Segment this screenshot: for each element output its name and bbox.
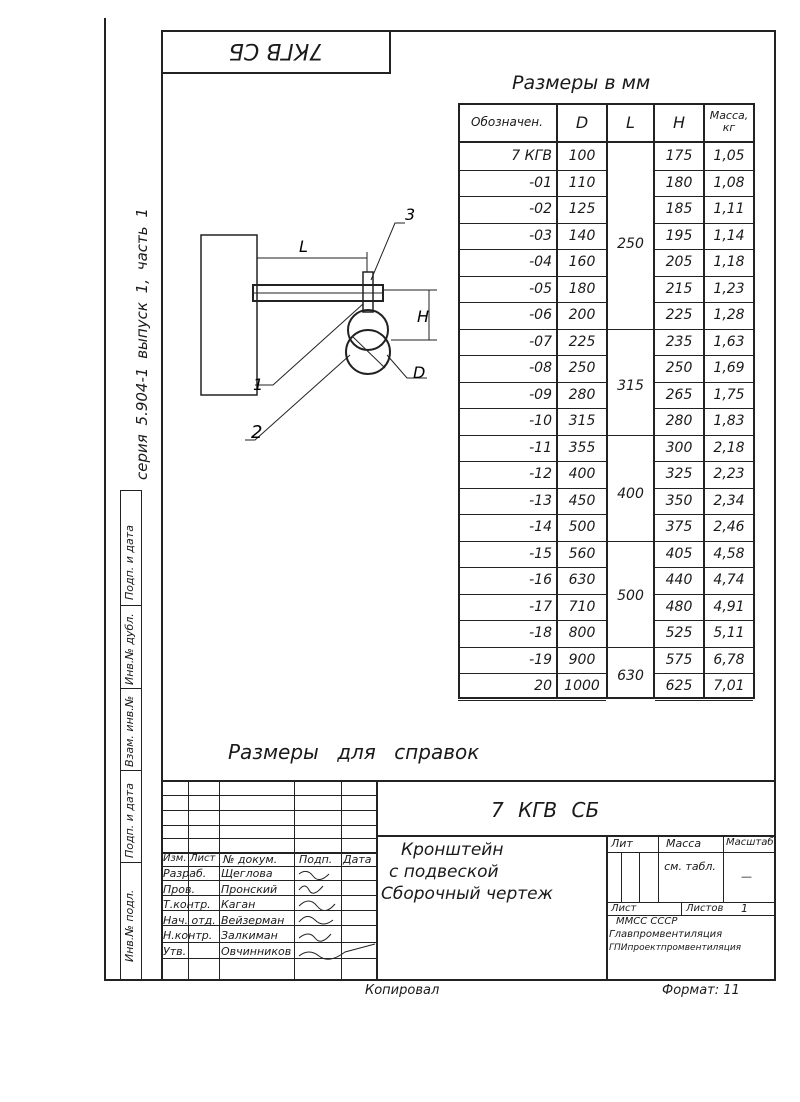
header-designation: Обозначен. <box>471 115 543 129</box>
stamp-scale-label: Масштаб <box>726 837 774 848</box>
row-d: 110 <box>568 174 596 191</box>
row-h: 625 <box>665 678 693 694</box>
stamp-role: Н.контр. <box>163 929 213 942</box>
stamp-role: Утв. <box>163 944 187 958</box>
stamp-org-3: ГПИпроектпромвентиляция <box>609 943 742 953</box>
footer-copied: Копировал <box>365 983 440 998</box>
strip-sep-4 <box>120 862 142 863</box>
row-d: 100 <box>568 148 596 164</box>
row-designation: -19 <box>529 651 552 668</box>
row-designation: -15 <box>529 545 552 562</box>
row-h: 175 <box>665 148 693 164</box>
row-mass: 2,46 <box>713 519 745 535</box>
col-sep-2 <box>606 103 608 699</box>
row-mass: 4,58 <box>713 545 745 562</box>
row-d: 630 <box>568 572 596 588</box>
row-d: 200 <box>568 307 596 323</box>
strip-inner-line <box>120 490 121 980</box>
row-d: 250 <box>568 360 596 376</box>
stamp-sheets-value: 1 <box>741 902 748 915</box>
stamp-person-name: Каган <box>221 898 256 911</box>
strip-top-line <box>120 490 142 491</box>
row-designation: -05 <box>529 280 552 297</box>
stamp-name-2: с подвеской <box>389 862 499 882</box>
row-designation: -02 <box>529 201 552 217</box>
row-h: 215 <box>665 280 693 297</box>
row-mass: 1,69 <box>713 360 745 376</box>
row-designation: -01 <box>529 174 552 191</box>
row-mass: 1,63 <box>713 333 745 350</box>
row-h: 195 <box>665 227 693 244</box>
stamp-person-name: Овчинников <box>221 944 292 958</box>
row-d: 355 <box>568 439 596 456</box>
header-d: D <box>575 112 589 132</box>
row-d: 710 <box>568 598 596 615</box>
strip-label-1: Подп. и дата <box>123 525 136 600</box>
row-d: 160 <box>568 254 596 270</box>
row-h: 440 <box>665 572 693 588</box>
row-h: 250 <box>665 360 693 376</box>
stamp-person-name: Вейзерман <box>221 913 285 927</box>
title-box <box>161 30 391 74</box>
row-designation: -09 <box>529 386 552 403</box>
row-d: 125 <box>568 201 596 217</box>
bracket-drawing <box>195 200 455 450</box>
stamp-role: Пров. <box>163 882 195 896</box>
row-designation: -08 <box>529 360 552 376</box>
stamp-head-izm: Изм. <box>163 853 187 864</box>
row-d: 900 <box>568 651 596 668</box>
group-separator <box>606 647 655 648</box>
row-mass: 1,18 <box>713 254 745 270</box>
row-designation: -17 <box>529 598 552 615</box>
l-group-630: 630 <box>617 668 644 684</box>
row-mass: 1,75 <box>713 386 745 403</box>
header-l: L <box>626 112 635 132</box>
row-d: 400 <box>568 466 596 482</box>
row-designation: -11 <box>529 439 552 456</box>
signature-scribbles <box>295 866 385 980</box>
dimensions-table <box>458 103 755 699</box>
row-separator <box>458 700 606 701</box>
row-mass: 1,14 <box>713 227 745 244</box>
stamp-doc-code: 7 КГВ СБ <box>491 798 600 822</box>
row-designation: -07 <box>529 333 552 350</box>
strip-sep-1 <box>120 605 142 606</box>
header-mass: Масса, кг <box>709 109 749 134</box>
dim-h-label: H <box>417 307 430 326</box>
stamp-role: Разраб. <box>163 867 207 880</box>
left-strip-right-line <box>141 490 142 980</box>
strip-label-4: Подп. и дата <box>123 783 136 858</box>
reference-note: Размеры для справок <box>228 740 480 764</box>
row-mass: 1,23 <box>713 280 745 297</box>
strip-label-2: Инв.№ дубл. <box>123 613 136 685</box>
header-h: H <box>672 112 686 132</box>
row-d: 1000 <box>564 678 600 694</box>
row-mass: 1,83 <box>713 413 745 429</box>
stamp-person-name: Пронский <box>221 882 278 896</box>
row-designation: -10 <box>529 413 552 429</box>
row-mass: 1,05 <box>713 148 745 164</box>
row-mass: 4,74 <box>713 572 745 588</box>
row-mass: 5,11 <box>713 625 745 641</box>
l-group-400: 400 <box>617 486 644 502</box>
row-designation: -13 <box>529 492 552 509</box>
title-box-text: 7КГВ СБ <box>228 38 324 63</box>
row-h: 280 <box>665 413 693 429</box>
stamp-sheets-label: Листов <box>686 903 724 914</box>
row-d: 140 <box>568 227 596 244</box>
row-designation: -14 <box>529 519 552 535</box>
row-designation: -04 <box>529 254 552 270</box>
row-h: 185 <box>665 201 693 217</box>
row-mass: 2,23 <box>713 466 745 482</box>
row-d: 500 <box>568 519 596 535</box>
row-designation: 7 КГВ <box>511 148 552 164</box>
stamp-role: Нач. отд. <box>163 913 216 927</box>
row-h: 235 <box>665 333 693 350</box>
l-group-500: 500 <box>617 588 644 604</box>
row-h: 480 <box>665 598 693 615</box>
row-h: 225 <box>665 307 693 323</box>
row-separator <box>655 700 753 701</box>
row-mass: 6,78 <box>713 651 745 668</box>
strip-sep-3 <box>120 770 142 771</box>
row-d: 560 <box>568 545 596 562</box>
row-d: 225 <box>568 333 596 350</box>
stamp-head-date: Дата <box>343 853 372 866</box>
strip-label-5: Инв.№ подл. <box>123 889 136 962</box>
row-h: 375 <box>665 519 693 535</box>
table-border-right <box>753 103 755 699</box>
stamp-lit-label: Лит <box>611 837 633 850</box>
row-h: 300 <box>665 439 693 456</box>
callout-3: 3 <box>405 205 416 224</box>
row-d: 280 <box>568 386 596 403</box>
row-designation: -03 <box>529 227 552 244</box>
callout-2: 2 <box>251 422 263 443</box>
row-h: 405 <box>665 545 693 562</box>
group-separator <box>606 541 655 542</box>
row-mass: 2,34 <box>713 492 745 509</box>
stamp-scale-value: — <box>741 870 752 883</box>
stamp-name-1: Кронштейн <box>401 840 504 860</box>
stamp-org-2: Главпромвентиляция <box>609 929 723 940</box>
l-group-315: 315 <box>617 378 644 394</box>
row-designation: -12 <box>529 466 552 482</box>
stamp-mass-value: см. табл. <box>664 860 716 873</box>
row-d: 180 <box>568 280 596 297</box>
row-designation: -18 <box>529 625 552 641</box>
row-designation: -06 <box>529 307 552 323</box>
row-mass: 7,01 <box>713 678 745 694</box>
row-d: 315 <box>568 413 596 429</box>
stamp-org-1: ММСС СССР <box>616 916 678 927</box>
stamp-person-name: Щеглова <box>221 867 273 880</box>
row-designation: -16 <box>529 572 552 588</box>
stamp-sheet-label: Лист <box>611 903 637 914</box>
side-series-text: серия 5.904-1 выпуск 1, часть 1 <box>133 208 151 480</box>
title-stamp <box>161 780 775 980</box>
stamp-name-3: Сборочный чертеж <box>381 884 553 904</box>
row-h: 350 <box>665 492 693 509</box>
dim-d-label: D <box>413 363 426 382</box>
strip-label-3: Взам. инв.№ <box>123 695 136 767</box>
sizes-caption: Размеры в мм <box>512 72 651 94</box>
row-h: 575 <box>665 651 693 668</box>
group-separator <box>606 329 655 330</box>
row-h: 265 <box>665 386 693 403</box>
frame-left-line <box>104 18 106 980</box>
row-mass: 2,18 <box>713 439 745 456</box>
dim-l-label: L <box>299 237 308 256</box>
group-separator <box>606 435 655 436</box>
row-h: 325 <box>665 466 693 482</box>
row-designation: 20 <box>534 678 552 694</box>
row-d: 450 <box>568 492 596 509</box>
callout-1: 1 <box>253 375 264 394</box>
stamp-person-name: Залкиман <box>221 929 278 942</box>
stamp-head-doc: № докум. <box>223 853 278 866</box>
row-d: 800 <box>568 625 596 641</box>
row-h: 180 <box>665 174 693 191</box>
stamp-mass-label: Масса <box>666 837 702 850</box>
row-mass: 1,11 <box>713 201 745 217</box>
row-h: 205 <box>665 254 693 270</box>
row-mass: 1,28 <box>713 307 745 323</box>
stamp-head-sign: Подп. <box>299 853 333 866</box>
row-h: 525 <box>665 625 693 641</box>
stamp-head-list: Лист <box>190 853 216 864</box>
l-group-250: 250 <box>617 236 644 252</box>
row-mass: 1,08 <box>713 174 745 191</box>
strip-sep-2 <box>120 688 142 689</box>
stamp-role: Т.контр. <box>163 898 211 911</box>
row-mass: 4,91 <box>713 598 745 615</box>
footer-format: Формат: 11 <box>662 983 740 998</box>
